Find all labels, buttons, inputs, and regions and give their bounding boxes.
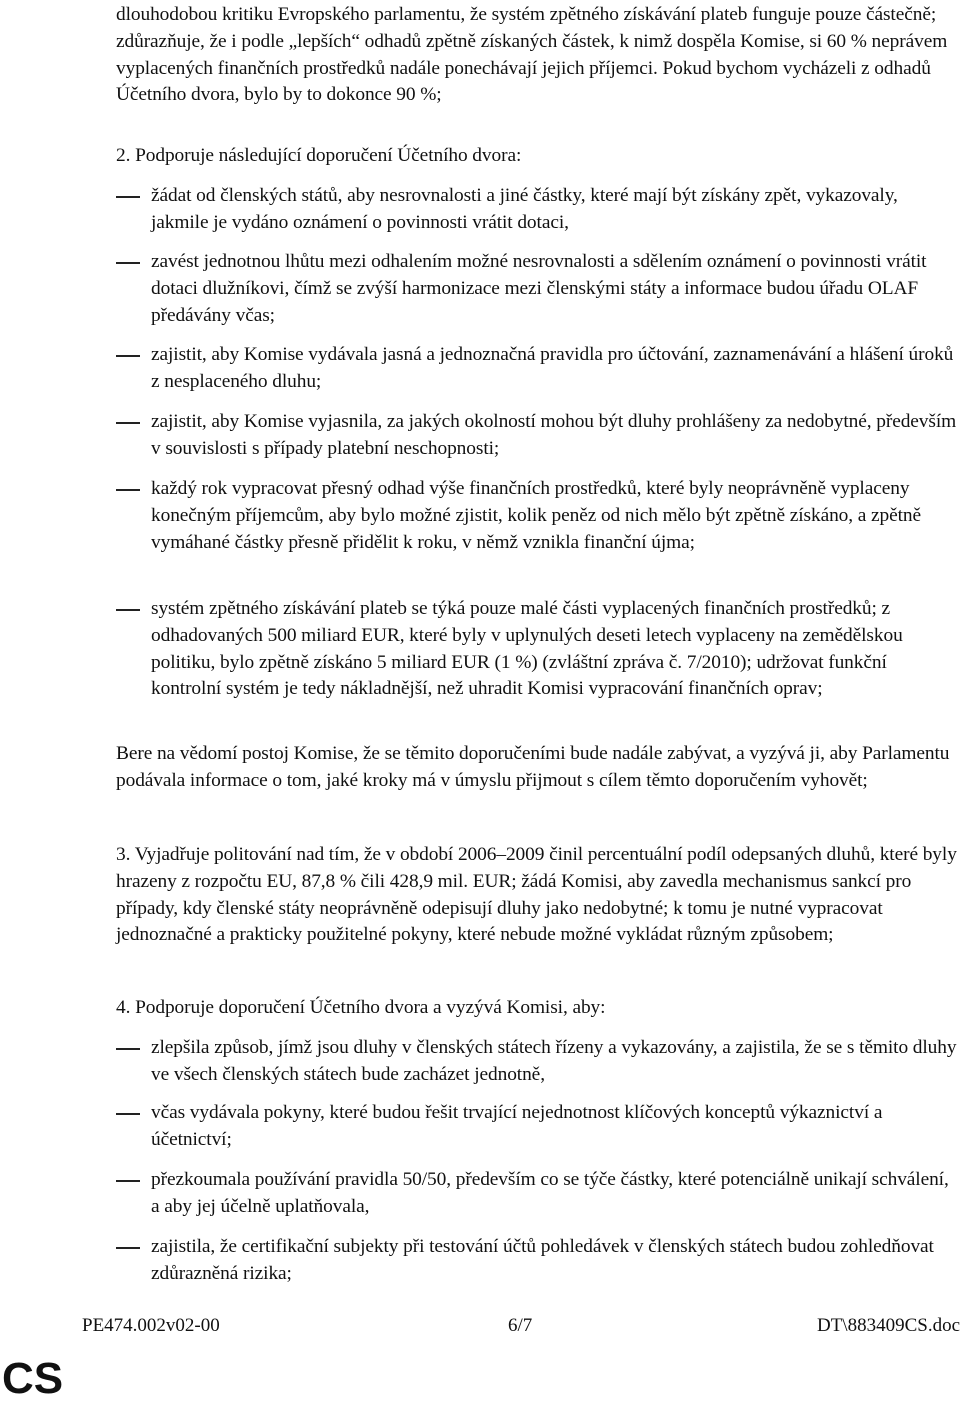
intro-paragraph: dlouhodobou kritiku Evropského parlamentu, že systém zpětného získávání plateb funguje pouze částečně; zdůrazňuje, že i podle „lepších“ odhadů zpětně získaných částek, k nimž dospěla Komise, si 60 % neprávem vyplacených finančních prostředků nadále ponechávají jejich příjemci. Pokud bychom vycházeli z odhadů Účetního dvora, bylo by to dokonce 90 %; (116, 4, 948, 106)
page-footer (82, 1313, 960, 1339)
section-3-paragraph: 3. Vyjadřuje politování nad tím, že v období 2006–2009 činil percentuální podíl odepsaných dluhů, které byly hrazeny z rozpočtu EU, 87,8 % čili 428,9 mil. EUR; žádá Komisi, aby zavedla mechanismus sankcí pro případy, kdy členské státy neoprávněně odepisují dluhy jako nedobytné; k tomu je nutné vypracovat jednoznačné a prakticky použitelné pokyny, které nebude možné vykládat různým způsobem; (116, 844, 957, 946)
dash-bullet-icon (116, 1180, 140, 1182)
list-item-text: žádat od členských států, aby nesrovnalosti a jiné částky, které mají být získány zpět, vykazovaly, jakmile je vydáno oznámení o povinnosti vrátit dotaci, (151, 185, 898, 233)
dash-bullet-icon (116, 1048, 140, 1050)
section-2-closing: Bere na vědomí postoj Komise, že se těmito doporučeními bude nadále zabývat, a vyzývá ji, aby Parlamentu podávala informace o tom, jaké kroky má v úmyslu přijmout s cílem těmto doporučením vyhovět; (116, 743, 950, 791)
footer-doc-ref: PE474.002v02-00 (82, 1315, 220, 1336)
list-item-text: zajistila, že certifikační subjekty při testování účtů pohledávek v členských státech budou zohledňovat zdůrazněná rizika; (151, 1236, 934, 1284)
list-item-text: každý rok vypracovat přesný odhad výše finančních prostředků, které byly neoprávněně vyplaceny konečným příjemcům, aby bylo možné zjistit, kolik peněz od nich mělo být zpětně získáno, a zpětně vymáhané částky přesně přidělit k roku, v němž vznikla finanční újma; (151, 478, 922, 553)
dash-bullet-icon (116, 196, 140, 198)
dash-bullet-icon (116, 489, 140, 491)
section-4-heading: 4. Podporuje doporučení Účetního dvora a vyzývá Komisi, aby: (116, 997, 606, 1018)
list-item-text: systém zpětného získávání plateb se týká pouze malé části vyplacených finančních prostředků; z odhadovaných 500 miliard EUR, které byly v uplynulých deseti letech vyplaceny na zemědělskou politiku, bylo zpětně získáno 5 miliard EUR (1 %) (zvláštní zpráva č. 7/2010); udržovat funkční kontrolní systém je tedy nákladnější, než uhradit Komisi vypracování finančních oprav; (151, 598, 903, 700)
list-item-text: včas vydávala pokyny, které budou řešit trvající nejednotnost klíčových konceptů výkaznictví a účetnictví; (151, 1102, 883, 1150)
language-code: CS (2, 1354, 64, 1403)
list-item-text: zlepšila způsob, jímž jsou dluhy v členských státech řízeny a vykazovány, a zajistila, že se s těmito dluhy ve všech členských státech bude zacházet jednotně, (151, 1037, 957, 1085)
list-item-text: zajistit, aby Komise vydávala jasná a jednoznačná pravidla pro účtování, zaznamenávání a hlášení úroků z nesplaceného dluhu; (151, 344, 954, 392)
dash-bullet-icon (116, 1113, 140, 1115)
list-item-text: přezkoumala používání pravidla 50/50, především co se týče částky, které potenciálně unikají schválení, a aby jej účelně uplatňovala, (151, 1169, 949, 1217)
section-2-heading: 2. Podporuje následující doporučení Účetního dvora: (116, 145, 522, 166)
footer-file-name: DT\883409CS.doc (816, 1315, 960, 1336)
dash-bullet-icon (116, 609, 140, 611)
list-item-text: zajistit, aby Komise vyjasnila, za jakých okolností mohou být dluhy prohlášeny za nedobytné, především v souvislosti s případy platební neschopnosti; (151, 411, 957, 459)
dash-bullet-icon (116, 1247, 140, 1249)
dash-bullet-icon (116, 262, 140, 264)
footer-page-number: 6/7 (508, 1315, 533, 1336)
list-item-text: zavést jednotnou lhůtu mezi odhalením možné nesrovnalosti a sdělením oznámení o povinnosti vrátit dotaci dlužníkovi, čímž se zvýší harmonizace mezi členskými státy a informace budou úřadu OLAF předávány včas; (151, 251, 927, 326)
dash-bullet-icon (116, 422, 140, 424)
dash-bullet-icon (116, 355, 140, 357)
